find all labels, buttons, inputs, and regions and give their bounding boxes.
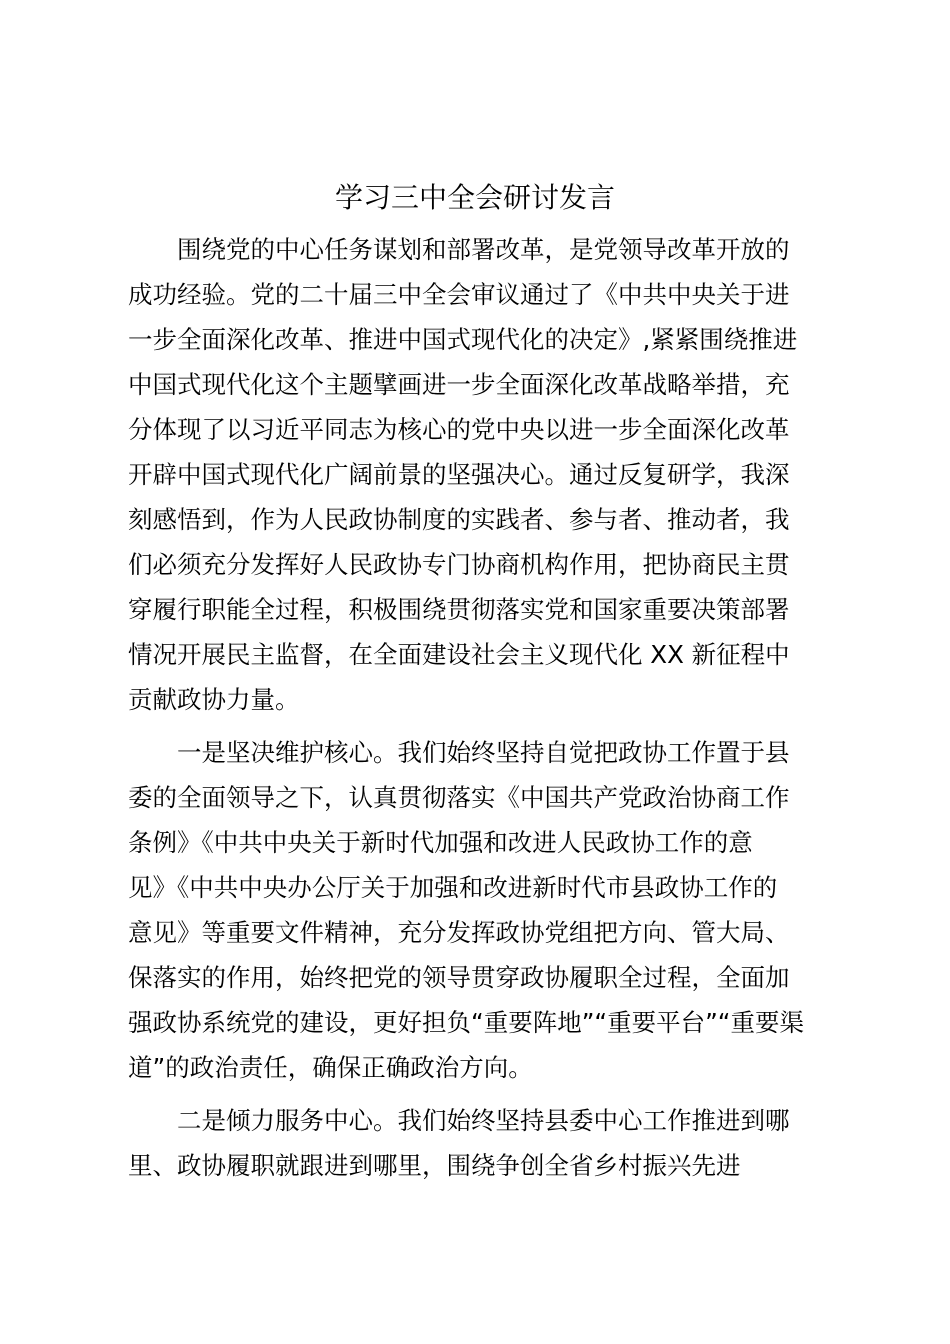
document-title: 学习三中全会研讨发言 — [334, 181, 615, 214]
paragraph-1-line-8: 们必须充分发挥好人民政协专门协商机构作用，把协商民主贯 — [128, 550, 790, 579]
paragraph-3-line-1: 二是倾力服务中心。我们始终坚持县委中心工作推进到哪 — [177, 1106, 790, 1135]
paragraph-2-line-8: 道”的政治责任，确保正确政治方向。 — [128, 1053, 533, 1082]
paragraph-1-line-2: 成功经验。党的二十届三中全会审议通过了《中共中央关于进 — [128, 280, 790, 309]
paragraph-1-line-6: 开辟中国式现代化广阔前景的坚强决心。通过反复研学，我深 — [128, 460, 790, 489]
paragraph-2-line-1: 一是坚决维护核心。我们始终坚持自觉把政协工作置于县 — [177, 738, 790, 767]
paragraph-2-line-7: 强政协系统党的建设，更好担负“重要阵地”“重要平台”“重要渠 — [128, 1008, 804, 1037]
paragraph-1-line-11: 贡献政协力量。 — [128, 685, 300, 714]
paragraph-2-line-2: 委的全面领导之下，认真贯彻落实《中国共产党政治协商工作 — [128, 783, 790, 812]
paragraph-2-line-5: 意见》等重要文件精神，充分发挥政协党组把方向、管大局、 — [128, 918, 790, 947]
paragraph-1-line-3: 一步全面深化改革、推进中国式现代化的决定》,紧紧围绕推进 — [128, 325, 798, 354]
paragraph-1-line-7: 刻感悟到，作为人民政协制度的实践者、参与者、推动者，我 — [128, 505, 790, 534]
paragraph-2-line-4: 见》《中共中央办公厅关于加强和改进新时代市县政协工作的 — [128, 873, 778, 902]
paragraph-2-line-3: 条例》《中共中央关于新时代加强和改进人民政协工作的意 — [128, 828, 753, 857]
paragraph-1-line-1: 围绕党的中心任务谋划和部署改革，是党领导改革开放的 — [177, 235, 790, 264]
paragraph-1-line-5: 分体现了以习近平同志为核心的党中央以进一步全面深化改革 — [128, 415, 790, 444]
paragraph-1-line-4: 中国式现代化这个主题擘画进一步全面深化改革战略举措，充 — [128, 370, 790, 399]
paragraph-2-line-6: 保落实的作用，始终把党的领导贯穿政协履职全过程，全面加 — [128, 963, 790, 992]
paragraph-3-line-2: 里、政协履职就跟进到哪里，围绕争创全省乡村振兴先进 — [128, 1151, 741, 1180]
paragraph-1-line-9: 穿履行职能全过程，积极围绕贯彻落实党和国家重要决策部署 — [128, 595, 790, 624]
paragraph-1-line-10: 情况开展民主监督，在全面建设社会主义现代化 XX 新征程中 — [128, 640, 790, 669]
